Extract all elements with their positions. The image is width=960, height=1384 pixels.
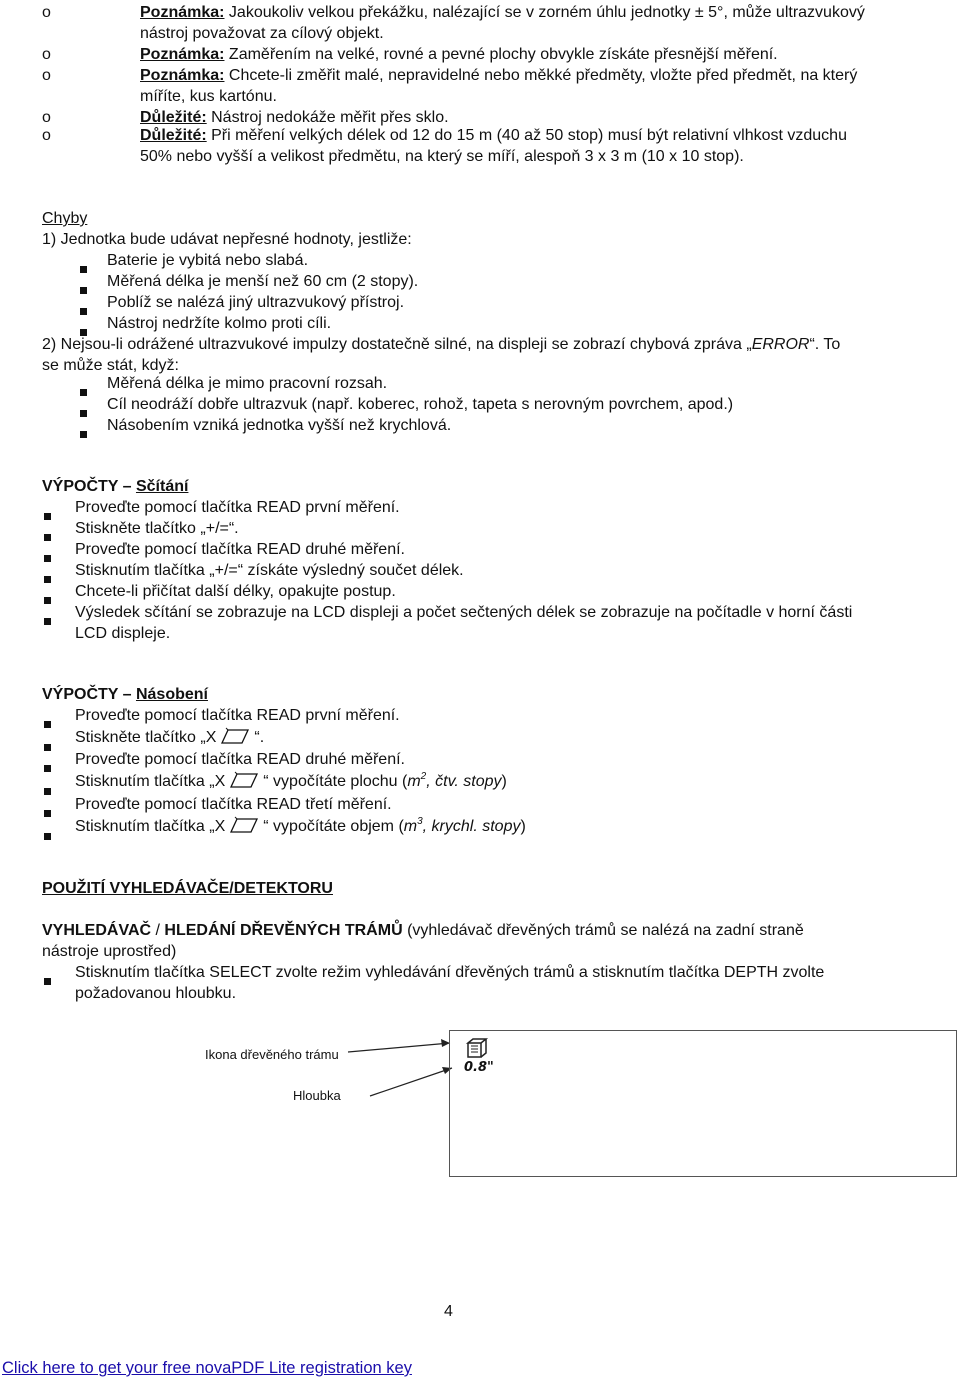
list-item: Výsledek sčítání se zobrazuje na LCD displeji a počet sečtených délek se zobrazuje na počítadle v horní části (75, 604, 853, 621)
list-item: Proveďte pomocí tlačítka READ třetí měření. (75, 796, 392, 813)
note-text: Nástroj nedokáže měřit přes sklo. (206, 109, 449, 126)
list-item: Poblíž se nalézá jiný ultrazvukový přístroj. (107, 294, 405, 311)
detector-sub-b: HLEDÁNÍ DŘEVĚNÝCH TRÁMŮ (164, 922, 403, 939)
unit-exponent: 3 (417, 816, 423, 827)
list-item: Stiskněte tlačítko „+/=“. (75, 520, 239, 537)
list-item: Násobením vzniká jednotka vyšší než krychlová. (107, 417, 452, 434)
caption-icon: Ikona dřevěného trámu (205, 1047, 339, 1062)
unit-text-alt: , krychl. stopy (422, 818, 521, 835)
bullet-square (44, 765, 51, 772)
list-marker: o (42, 109, 51, 126)
bullet-square (44, 534, 51, 541)
sum-heading (42, 476, 188, 497)
parallelogram-icon (229, 771, 259, 789)
note-label: Poznámka: (140, 67, 225, 84)
list-item-cont: požadovanou hloubku. (75, 985, 237, 1002)
bullet-square (44, 721, 51, 728)
errors-item-2-text: 2) Nejsou-li odrážené ultrazvukové impulzy dostatečně silné, na displeji se zobrazí chybová zpráva „ (42, 336, 752, 353)
bullet-square (44, 788, 51, 795)
list-marker: o (42, 67, 51, 84)
note-text: Chcete-li změřit malé, nepravidelné nebo měkké předměty, vložte před předmět, na který (224, 67, 858, 84)
list-item-text: Stiskněte tlačítko „X (75, 729, 217, 746)
list-item-text-mid: “ vypočítáte objem ( (263, 818, 404, 835)
bullet-square (44, 978, 51, 985)
lcd-depth-value: 0.8" (464, 1060, 494, 1075)
note-text: Zaměřením na velké, rovné a pevné plochy obvykle získáte přesnější měření. (224, 46, 778, 63)
parallelogram-icon (229, 816, 259, 834)
lcd-display-frame (449, 1030, 957, 1177)
note-text-cont: míříte, kus kartónu. (140, 88, 277, 105)
list-item: Proveďte pomocí tlačítka READ druhé měření. (75, 541, 405, 558)
mult-heading-prefix: VÝPOČTY – (42, 686, 136, 703)
page-number: 4 (444, 1303, 453, 1320)
note-item (140, 65, 857, 86)
detector-subheading (42, 920, 804, 941)
detector-sub-sep: / (151, 922, 165, 939)
bullet-square (80, 308, 87, 315)
list-item: Proveďte pomocí tlačítka READ první měření. (75, 707, 400, 724)
errors-item-2 (42, 334, 840, 355)
detector-sub-c: (vyhledávač dřevěných trámů se nalézá na zadní straně (402, 922, 804, 939)
list-item-text: Stisknutím tlačítka „X (75, 818, 226, 835)
list-item: Měřená délka je menší než 60 cm (2 stopy). (107, 273, 419, 290)
errors-item-2-cont: se může stát, když: (42, 357, 179, 374)
registration-link[interactable]: Click here to get your free novaPDF Lite registration key (2, 1359, 412, 1377)
bullet-square (44, 744, 51, 751)
errors-item-2-text-end: “. To (809, 336, 841, 353)
note-text-cont: 50% nebo vyšší a velikost předmětu, na který se míří, alespoň 3 x 3 m (10 x 10 stop). (140, 148, 744, 165)
list-marker: o (42, 4, 51, 21)
bullet-square (80, 266, 87, 273)
note-item (140, 44, 778, 65)
note-text: Při měření velkých délek od 12 do 15 m (40 až 50 stop) musí být relativní vlhkost vzduchu (206, 127, 847, 144)
bullet-square (80, 431, 87, 438)
bullet-square (44, 618, 51, 625)
note-label: Poznámka: (140, 46, 225, 63)
sum-heading-prefix: VÝPOČTY – (42, 478, 136, 495)
list-item: Cíl neodráží dobře ultrazvuk (např. koberec, rohož, tapeta s nerovným povrchem, apod.) (107, 396, 734, 413)
list-marker: o (42, 46, 51, 63)
bullet-square (44, 513, 51, 520)
list-item: Stisknutím tlačítka SELECT zvolte režim vyhledávání dřevěných trámů a stisknutím tlačítka DEPTH zvolte (75, 964, 825, 981)
mult-heading (42, 684, 208, 705)
list-item: Nástroj nedržíte kolmo proti cíli. (107, 315, 332, 332)
bullet-square (44, 810, 51, 817)
unit-text: m (403, 818, 418, 835)
list-item-text-end: ) (501, 773, 507, 790)
list-item-text-end: “. (254, 729, 265, 746)
note-item (140, 125, 847, 146)
list-item: Baterie je vybitá nebo slabá. (107, 252, 309, 269)
pointer-arrows (340, 1030, 460, 1110)
parallelogram-icon (220, 727, 250, 745)
unit-text: m (407, 773, 421, 790)
sum-heading-topic: Sčítání (135, 478, 189, 495)
unit-exponent: 2 (420, 771, 427, 782)
error-message-text: ERROR (751, 336, 810, 353)
list-item (75, 727, 264, 748)
unit-text-alt: , čtv. stopy (426, 773, 502, 790)
bullet-square (44, 555, 51, 562)
list-item: Chcete-li přičítat další délky, opakujte postup. (75, 583, 396, 600)
list-item (75, 816, 526, 837)
list-item: Stisknutím tlačítka „+/=“ získáte výsledný součet délek. (75, 562, 464, 579)
bullet-square (44, 833, 51, 840)
list-item: Proveďte pomocí tlačítka READ druhé měření. (75, 751, 405, 768)
errors-heading: Chyby (42, 210, 88, 227)
bullet-square (80, 389, 87, 396)
detector-sub-a: VYHLEDÁVAČ (42, 922, 152, 939)
list-item-cont: LCD displeje. (75, 625, 171, 642)
note-item (140, 2, 960, 23)
list-item: Měřená délka je mimo pracovní rozsah. (107, 375, 388, 392)
list-item: Proveďte pomocí tlačítka READ první měření. (75, 499, 400, 516)
mult-heading-topic: Násobení (135, 686, 208, 703)
list-item-text: Stisknutím tlačítka „X (75, 773, 226, 790)
note-label: Důležité: (140, 109, 207, 126)
detector-subheading-cont: nástroje uprostřed) (42, 943, 177, 960)
wooden-beam-icon (465, 1037, 489, 1059)
list-item-text-end: ) (520, 818, 526, 835)
note-text: Jakoukoliv velkou překážku, nalézající se v zorném úhlu jednotky ± 5°, může ultrazvukový (224, 4, 865, 21)
bullet-square (80, 287, 87, 294)
bullet-square (80, 410, 87, 417)
bullet-square (44, 576, 51, 583)
list-item (75, 771, 507, 792)
bullet-square (44, 597, 51, 604)
note-label: Důležité: (140, 127, 207, 144)
errors-item-1: 1) Jednotka bude udávat nepřesné hodnoty, jestliže: (42, 231, 412, 248)
list-item-text-mid: “ vypočítáte plochu ( (263, 773, 408, 790)
note-text-cont: nástroj považovat za cílový objekt. (140, 25, 384, 42)
caption-depth: Hloubka (293, 1088, 341, 1103)
list-marker: o (42, 127, 51, 144)
detector-heading: POUŽITÍ VYHLEDÁVAČE/DETEKTORU (42, 880, 333, 897)
note-label: Poznámka: (140, 4, 225, 21)
